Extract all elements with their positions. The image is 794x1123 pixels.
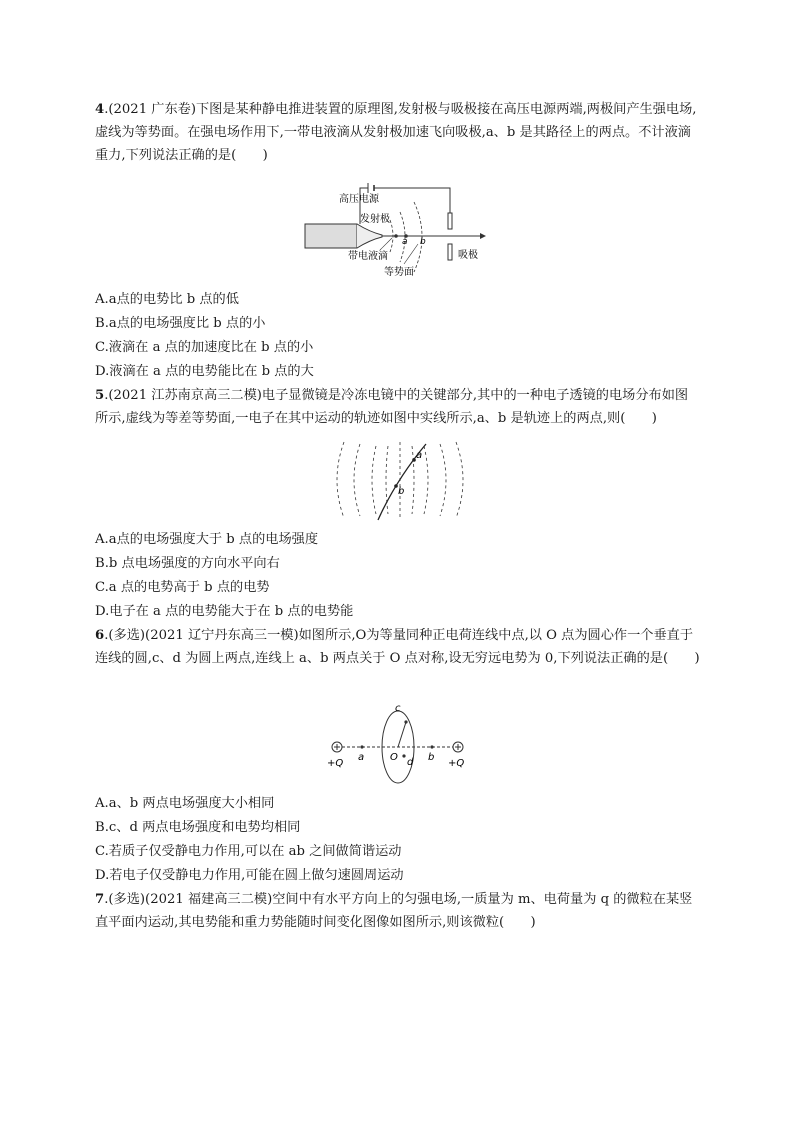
- q5-option-a: A.a点的电场强度大于 b 点的电场强度: [95, 532, 319, 547]
- question-5: [95, 384, 700, 430]
- question-5-number: 5: [95, 388, 105, 403]
- label-emitter: 发射极: [360, 214, 390, 225]
- question-4-number: 4: [95, 102, 105, 117]
- question-7-text: .(多选)(2021 福建高三二模)空间中有水平方向上的匀强电场,一质量为 m、电荷量为 q 的微粒在某竖直平面内运动,其电势能和重力势能随时间变化图像如图所示,则该微粒( ): [95, 892, 693, 930]
- label-charge-left: +Q: [327, 758, 344, 769]
- q6-option-c: C.若质子仅受静电力作用,可以在 ab 之间做简谐运动: [95, 844, 402, 859]
- q4-option-d: D.液滴在 a 点的电势能比在 b 点的大: [95, 364, 314, 379]
- label-point-d: d: [407, 757, 414, 768]
- figure-electrostatic-thruster: [300, 180, 500, 280]
- q6-option-b: B.c、d 两点电场强度和电势均相同: [95, 820, 301, 835]
- label-charge-right: +Q: [448, 758, 465, 769]
- q4-option-a: A.a点的电势比 b 点的低: [95, 292, 239, 307]
- question-4: [95, 98, 700, 167]
- question-6-number: 6: [95, 628, 105, 643]
- q5-option-c: C.a 点的电势高于 b 点的电势: [95, 580, 270, 595]
- question-5-text: .(2021 江苏南京高三二模)电子显微镜是冷冻电镜中的关键部分,其中的一种电子透镜的电场分布如图所示,虚线为等差等势面,一电子在其中运动的轨迹如图中实线所示,a、b 是轨迹上的两点,则( ): [95, 388, 689, 426]
- q4-option-c: C.液滴在 a 点的加速度比在 b 点的小: [95, 340, 314, 355]
- label-absorber: 吸极: [458, 250, 478, 261]
- label-point-b: b: [398, 486, 405, 497]
- q5-option-b: B.b 点电场强度的方向水平向右: [95, 556, 280, 571]
- label-point-b: b: [428, 752, 435, 763]
- question-6: [95, 624, 700, 670]
- label-point-c: c: [395, 703, 401, 714]
- q5-option-d: D.电子在 a 点的电势能大于在 b 点的电势能: [95, 604, 354, 619]
- question-7-number: 7: [95, 892, 105, 907]
- label-point-b: b: [420, 237, 426, 247]
- q6-option-d: D.若电子仅受静电力作用,可能在圆上做匀速圆周运动: [95, 868, 404, 883]
- question-6-text: .(多选)(2021 辽宁丹东高三一模)如图所示,O为等量同种正电荷连线中点,以 O 点为圆心作一个垂直于连线的圆,c、d 为圆上两点,连线上 a、b 两点关于 O 点对称,设无穷远电势为 0,下列说法正确的是( ): [95, 628, 700, 666]
- question-4-text: .(2021 广东卷)下图是某种静电推进装置的原理图,发射极与吸极接在高压电源两端,两极间产生强电场,虚线为等势面。在强电场作用下,一带电液滴从发射极加速飞向吸极,a、b 是其路径上的两点。不计液滴重力,下列说法正确的是( ): [95, 102, 697, 163]
- figure-equal-charges-circle: [322, 700, 472, 790]
- label-point-a: a: [402, 237, 408, 247]
- label-droplet: 带电液滴: [348, 251, 388, 262]
- question-7: [95, 888, 700, 934]
- figure-electron-lens: [330, 438, 470, 522]
- label-point-a: a: [416, 450, 423, 461]
- q4-option-b: B.a点的电场强度比 b 点的小: [95, 316, 266, 331]
- label-equipotential: 等势面: [384, 267, 414, 278]
- label-power-supply: 高压电源: [339, 194, 379, 205]
- label-point-o: O: [390, 752, 398, 763]
- label-point-a: a: [358, 752, 365, 763]
- q6-option-a: A.a、b 两点电场强度大小相同: [95, 796, 275, 811]
